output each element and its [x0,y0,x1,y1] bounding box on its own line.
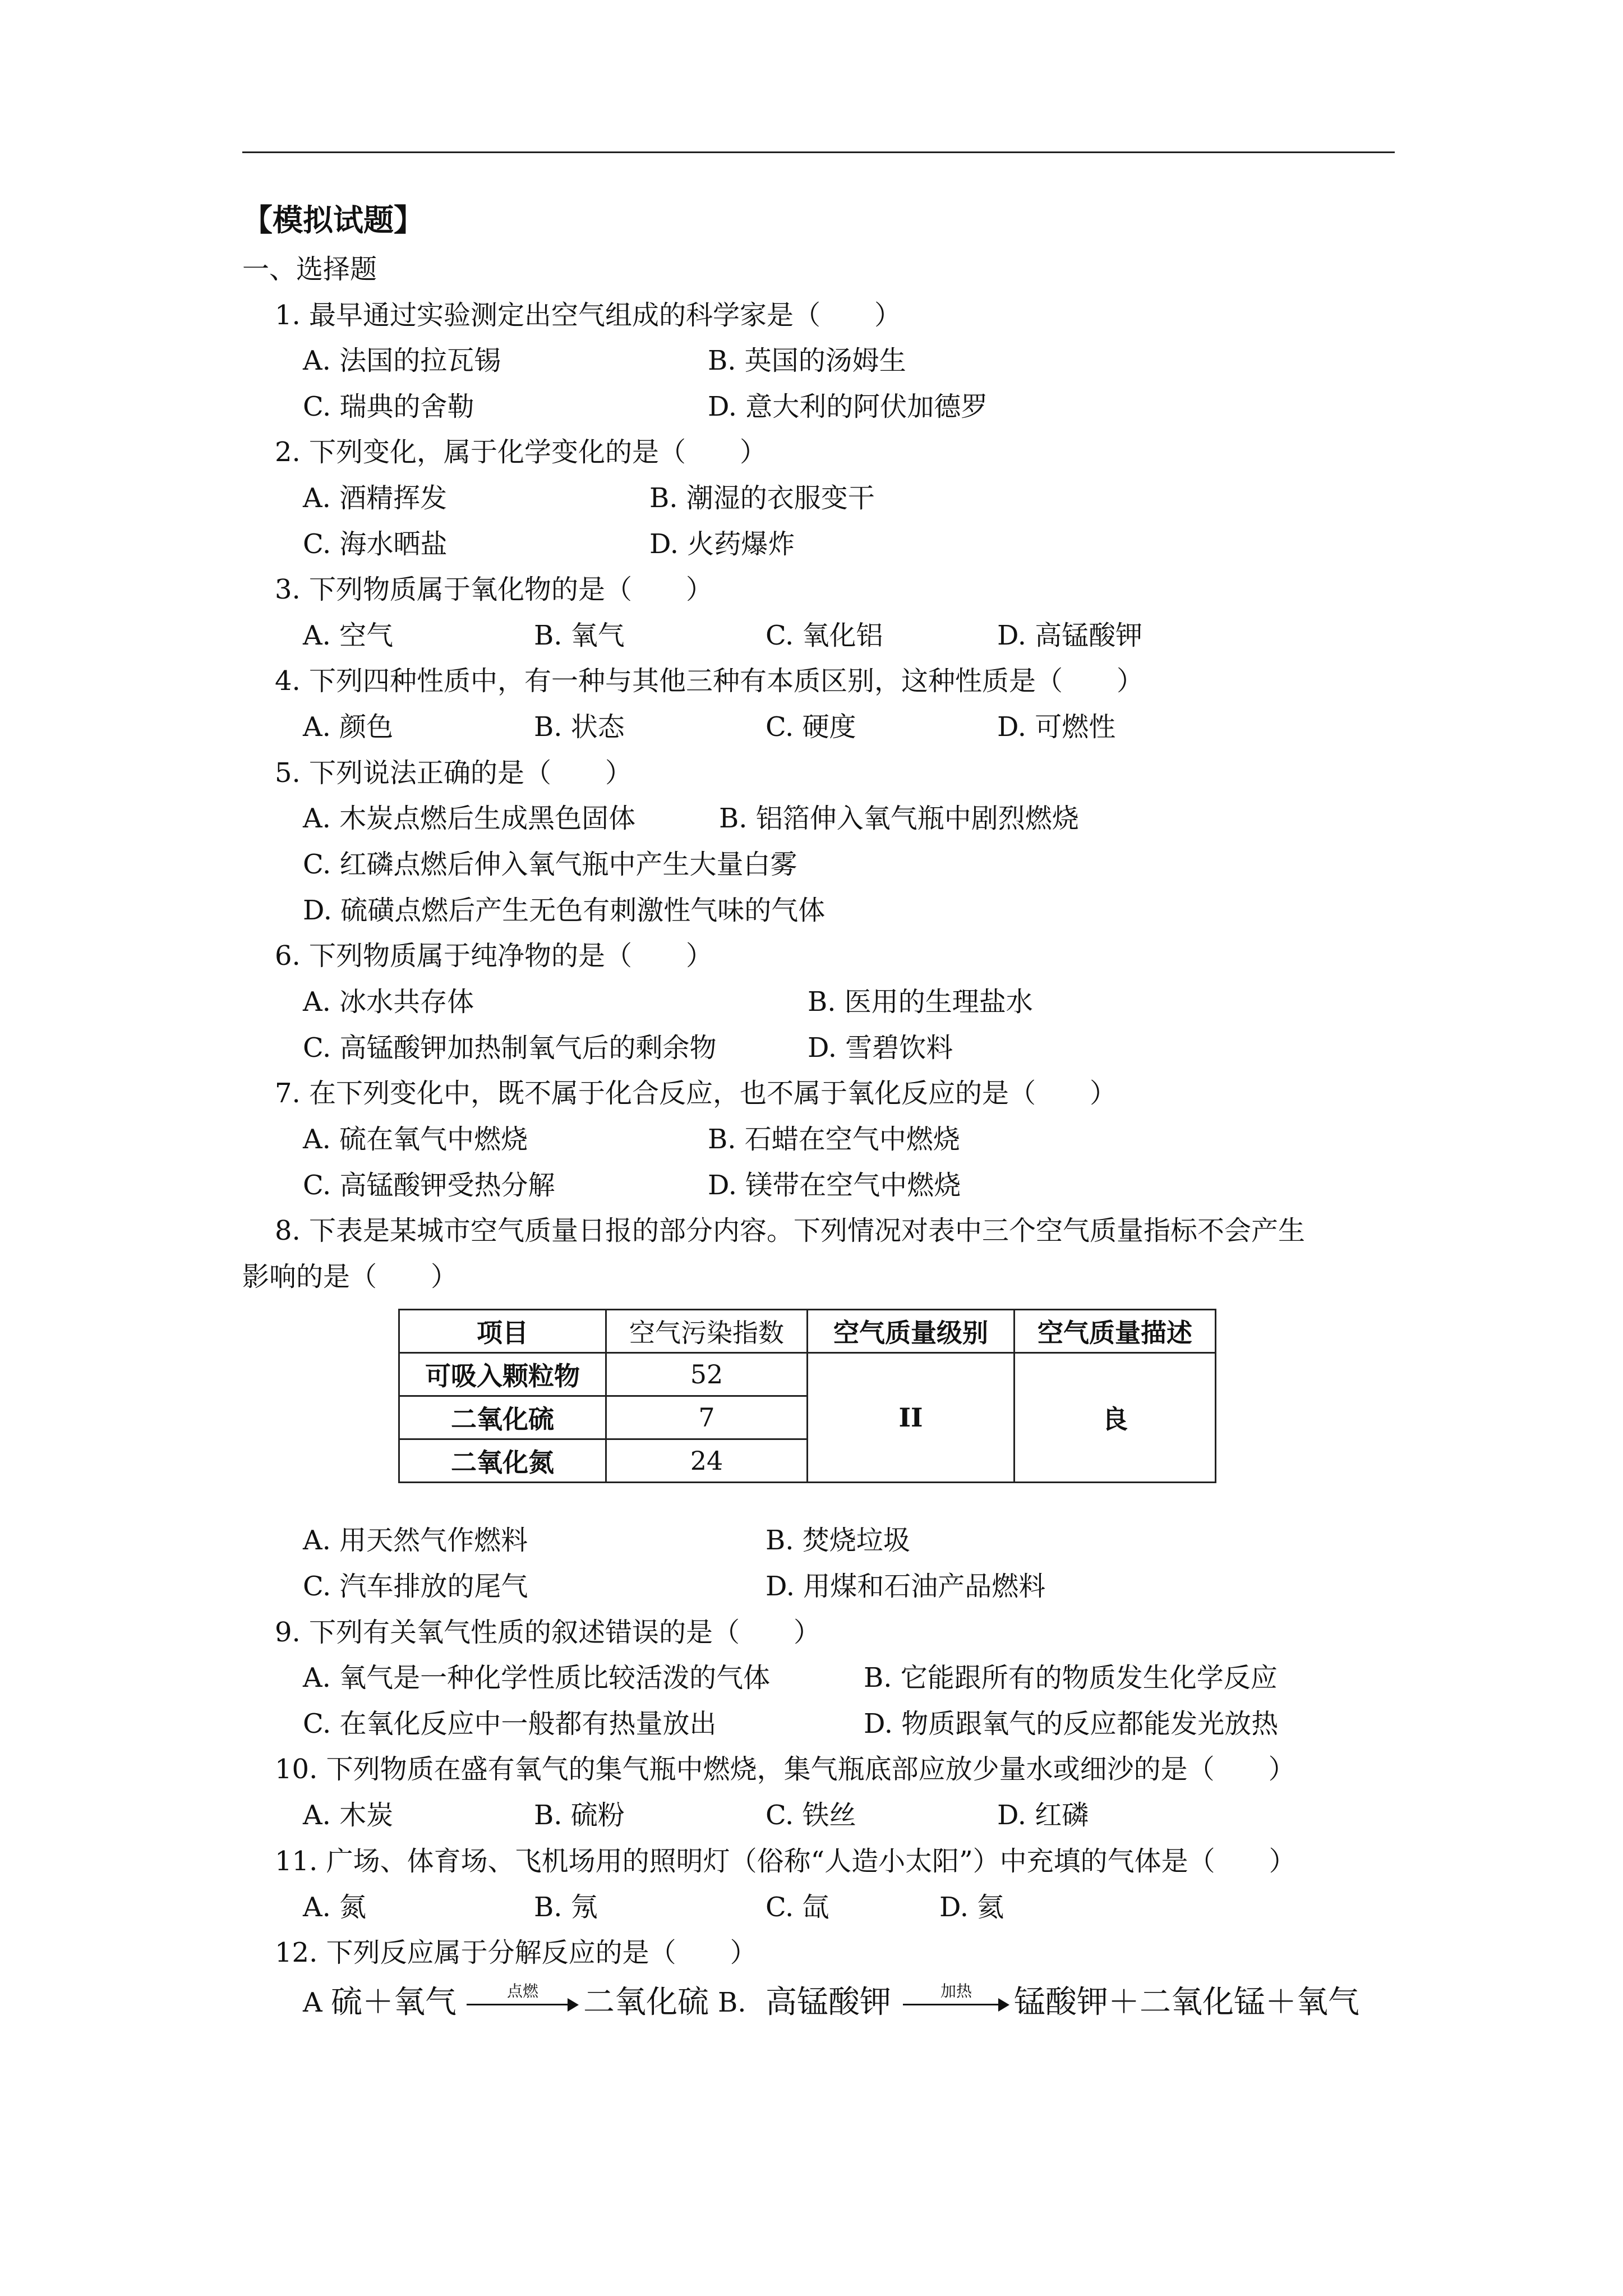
q12-option-a-condition: 点燃 [506,1982,538,2000]
q7-option-d: D. 镁带在空气中燃烧 [708,1170,961,1201]
q4-option-b: B. 状态 [534,711,625,743]
q2-option-a: A. 酒精挥发 [303,482,448,514]
q9-option-a: A. 氧气是一种化学性质比较活泼的气体 [303,1662,771,1694]
q10-option-b: B. 硫粉 [534,1800,625,1831]
q1-option-a: A. 法国的拉瓦锡 [303,345,501,376]
pollutant-name-cell: 二氧化氮 [399,1439,606,1483]
q5-option-d: D. 硫磺点燃后产生无色有刺激性气味的气体 [303,895,826,926]
q2-option-b: B. 潮湿的衣服变干 [649,482,875,514]
q3-stem: 3. 下列物质属于氧化物的是（ ） [275,574,713,605]
q6-stem: 6. 下列物质属于纯净物的是（ ） [275,940,713,972]
section-title: 一、选择题 [242,254,377,285]
q3-option-a: A. 空气 [303,620,394,651]
table-header-cell: 空气污染指数 [606,1310,808,1353]
quality-description-cell: 良 [1015,1353,1216,1483]
pollution-index-cell: 7 [606,1396,808,1439]
q11-option-b: B. 氖 [534,1892,598,1923]
q6-option-a: A. 冰水共存体 [303,986,474,1018]
table-row [399,1353,1216,1396]
q8-option-c: C. 汽车排放的尾气 [303,1571,528,1602]
q6-option-d: D. 雪碧饮料 [808,1032,953,1064]
q7-option-a: A. 硫在氧气中燃烧 [303,1124,528,1155]
q10-option-d: D. 红磷 [997,1800,1089,1831]
q4-option-a: A. 颜色 [303,711,394,743]
q9-stem: 9. 下列有关氧气性质的叙述错误的是（ ） [275,1617,821,1648]
q12-option-b-label: B. [718,1987,746,2018]
q3-option-c: C. 氧化铝 [766,620,883,651]
q8-option-b: B. 焚烧垃圾 [766,1525,910,1556]
q1-option-c: C. 瑞典的舍勒 [303,391,474,422]
q9-option-b: B. 它能跟所有的物质发生化学反应 [864,1662,1278,1694]
q6-option-c: C. 高锰酸钾加热制氧气后的剩余物 [303,1032,717,1064]
pollutant-name-cell: 二氧化硫 [399,1396,606,1439]
q10-option-a: A. 木炭 [303,1800,394,1831]
quality-level-cell: II [808,1353,1015,1483]
pollution-index-cell: 24 [606,1439,808,1483]
q12-option-b-reactant: 高锰酸钾 [766,1984,891,2021]
q3-option-d: D. 高锰酸钾 [997,620,1143,651]
q7-stem: 7. 在下列变化中，既不属于化合反应，也不属于氧化反应的是（ ） [275,1078,1117,1109]
q9-option-d: D. 物质跟氧气的反应都能发光放热 [864,1708,1279,1740]
q1-option-d: D. 意大利的阿伏加德罗 [708,391,988,422]
q8-option-d: D. 用煤和石油产品燃料 [766,1571,1046,1602]
pollution-index-cell: 52 [606,1353,808,1396]
q3-option-b: B. 氧气 [534,620,625,651]
q6-option-b: B. 医用的生理盐水 [808,986,1033,1018]
q5-option-a: A. 木炭点燃后生成黑色固体 [303,803,636,834]
air-quality-table [398,1309,1216,1483]
pollutant-name-cell: 可吸入颗粒物 [399,1353,606,1396]
q8-stem: 8. 下表是某城市空气质量日报的部分内容。下列情况对表中三个空气质量指标不会产生 [275,1215,1306,1246]
q2-stem: 2. 下列变化，属于化学变化的是（ ） [275,436,767,468]
q4-stem: 4. 下列四种性质中，有一种与其他三种有本质区别，这种性质是（ ） [275,665,1144,697]
q12-option-b-products: 锰酸钾＋二氧化锰＋氧气 [1014,1984,1359,2021]
table-header-row [399,1310,1216,1353]
reaction-arrow-icon [467,1979,579,2024]
q5-option-b: B. 铝箔伸入氧气瓶中剧烈燃烧 [719,803,1079,834]
q11-option-a: A. 氮 [303,1892,367,1923]
q12-option-a-reactants: 硫＋氧气 [331,1984,457,2021]
q2-option-d: D. 火药爆炸 [649,528,795,560]
q4-option-d: D. 可燃性 [997,711,1116,743]
q1-stem: 1. 最早通过实验测定出空气组成的科学家是（ ） [275,300,902,331]
q10-option-c: C. 铁丝 [766,1800,856,1831]
q7-option-b: B. 石蜡在空气中燃烧 [708,1124,960,1155]
q9-option-c: C. 在氧化反应中一般都有热量放出 [303,1708,717,1740]
q1-option-b: B. 英国的汤姆生 [708,345,906,376]
q12-option-a-label: A [303,1987,322,2018]
q5-option-c: C. 红磷点燃后伸入氧气瓶中产生大量白雾 [303,849,797,880]
q5-stem: 5. 下列说法正确的是（ ） [275,757,633,789]
q8-stem-continued: 影响的是（ ） [242,1261,458,1292]
q12-option-b-condition: 加热 [940,1982,972,2000]
q11-option-d: D. 氦 [939,1892,1004,1923]
header-rule [242,151,1395,153]
table-header-cell: 空气质量级别 [808,1310,1015,1353]
q8-option-a: A. 用天然气作燃料 [303,1525,528,1556]
table-header-cell: 空气质量描述 [1015,1310,1216,1353]
q7-option-c: C. 高锰酸钾受热分解 [303,1170,555,1201]
q4-option-c: C. 硬度 [766,711,856,743]
table-header-cell: 项目 [399,1310,606,1353]
q11-stem: 11. 广场、体育场、飞机场用的照明灯（俗称“人造小太阳”）中充填的气体是（ ） [275,1846,1296,1877]
section-heading: 【模拟试题】 [242,202,424,238]
q12-option-a-product: 二氧化硫 [583,1984,709,2021]
q11-option-c: C. 氙 [766,1892,829,1923]
q10-stem: 10. 下列物质在盛有氧气的集气瓶中燃烧，集气瓶底部应放少量水或细沙的是（ ） [275,1754,1295,1785]
q2-option-c: C. 海水晒盐 [303,528,448,560]
reaction-arrow-icon [903,1979,1009,2024]
q12-stem: 12. 下列反应属于分解反应的是（ ） [275,1937,757,1968]
